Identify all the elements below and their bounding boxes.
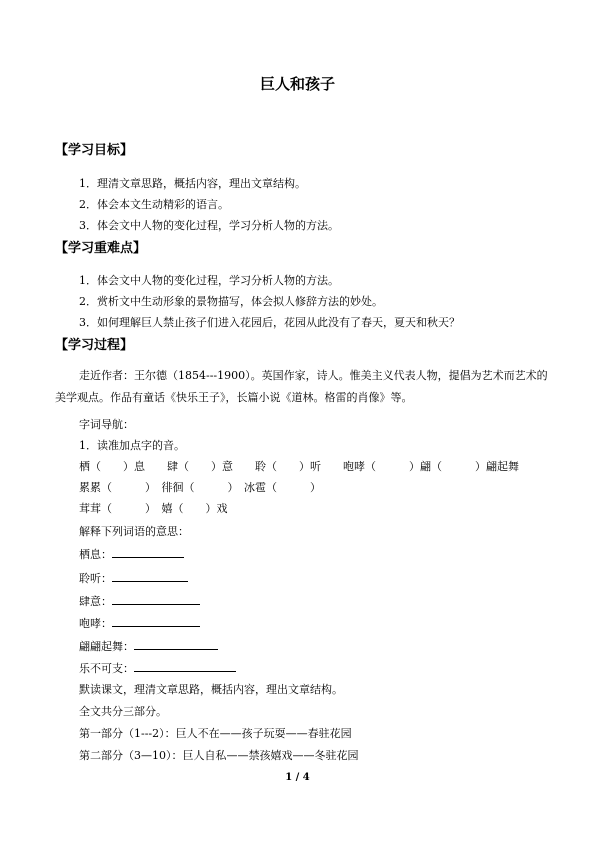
reading-task: 默读课文，理清文章思路，概括内容，理出文章结构。 [79, 683, 343, 696]
term-label: 聆听： [79, 572, 112, 585]
answer-blank[interactable] [112, 615, 200, 627]
structure-part: 第二部分（3—10）：巨人自私——禁孩嬉戏——冬驻花园 [79, 749, 359, 762]
pronunciation-task: 1．读准加点字的音。 [79, 439, 185, 452]
answer-blank[interactable] [112, 593, 200, 605]
section-heading-key-points: 【学习重难点】 [55, 241, 147, 256]
term-label: 翩翩起舞： [79, 640, 134, 653]
objective-item: 1．理清文章思路，概括内容，理出文章结构。 [79, 177, 306, 190]
term-label: 肆意： [79, 595, 112, 608]
author-intro-paragraph: 走近作者：王尔德（1854---1900）。英国作家，诗人。惟美主义代表人物，提倡为艺术而艺术的美学观点。作品有童话《快乐王子》，长篇小说《道林。格雷的肖像》等。 [55, 369, 548, 404]
key-point-item: 3．如何理解巨人禁止孩子们进入花园后，花园从此没有了春天，夏天和秋天？ [79, 316, 460, 329]
key-point-item: 2．赏析文中生动形象的景物描写，体会拟人修辞方法的妙处。 [79, 295, 383, 308]
section-heading-objectives: 【学习目标】 [55, 143, 134, 158]
document-title: 巨人和孩子 [259, 75, 335, 93]
answer-blank[interactable] [134, 660, 236, 672]
term-label: 栖息： [79, 548, 112, 561]
structure-part: 第一部分（1---2）：巨人不在——孩子玩耍——春驻花园 [79, 727, 352, 740]
parts-intro: 全文共分三部分。 [79, 705, 167, 718]
term-row [79, 660, 236, 676]
answer-blank[interactable] [112, 546, 184, 558]
pronunciation-row: 栖（ ）息 肆（ ）意 聆（ ）听 咆哮（ ）翩（ ）翩起舞 [79, 460, 519, 473]
pronunciation-row: 累累（ ） 徘徊（ ） 冰雹（ ） [79, 481, 321, 494]
term-row [79, 570, 188, 586]
answer-blank[interactable] [134, 638, 218, 650]
section-heading-process: 【学习过程】 [55, 338, 134, 353]
answer-blank[interactable] [112, 570, 188, 582]
term-label: 咆哮： [79, 617, 112, 630]
term-row [79, 638, 218, 654]
explain-heading: 解释下列词语的意思： [79, 525, 189, 538]
key-point-item: 1．体会文中人物的变化过程，学习分析人物的方法。 [79, 274, 339, 287]
page-number: 1 / 4 [285, 772, 310, 783]
term-row [79, 615, 200, 631]
term-label: 乐不可支： [79, 662, 134, 675]
term-row [79, 546, 184, 562]
word-nav-label: 字词导航： [79, 418, 134, 431]
objective-item: 2．体会本文生动精彩的语言。 [79, 198, 229, 211]
pronunciation-row: 茸茸（ ） 嬉（ ）戏 [79, 502, 228, 515]
objective-item: 3．体会文中人物的变化过程，学习分析人物的方法。 [79, 219, 339, 232]
term-row [79, 593, 200, 609]
